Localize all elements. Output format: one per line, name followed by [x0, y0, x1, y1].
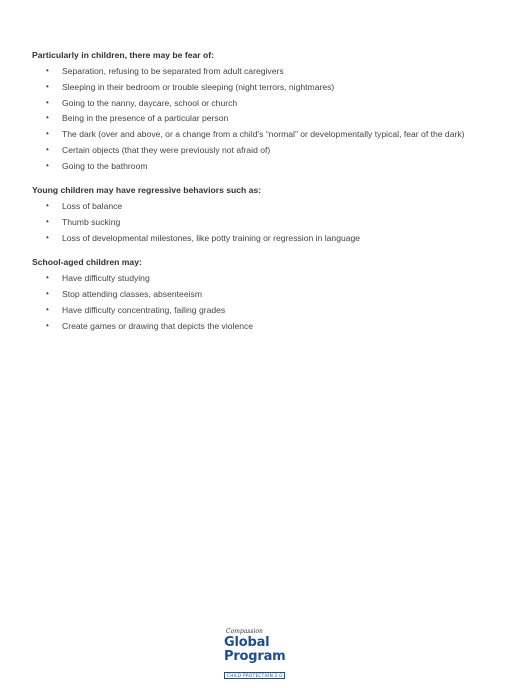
list-item-text: Sleeping in their bedroom or trouble sleeping (night terrors, nightmares) — [62, 81, 335, 92]
bullet-list — [32, 201, 504, 243]
bullet-list — [32, 273, 504, 331]
list-item — [46, 289, 504, 300]
list-item-text: The dark (over and above, or a change from a child’s “normal” or developmentally typical, fear of the dark) — [62, 129, 465, 140]
bullet-icon: • — [46, 81, 49, 91]
section-fears — [32, 50, 504, 171]
list-item — [46, 113, 504, 124]
bullet-icon: • — [46, 320, 49, 330]
list-item-text: Being in the presence of a particular person — [62, 113, 229, 124]
document-body — [32, 50, 504, 345]
list-item — [46, 321, 504, 332]
bullet-icon: • — [46, 273, 49, 283]
section-school-aged — [32, 257, 504, 331]
brand-wordmark: Compassion — [226, 628, 263, 635]
bullet-icon: • — [46, 97, 49, 107]
bullet-icon: • — [46, 304, 49, 314]
list-item — [46, 201, 504, 212]
section-heading: School-aged children may: — [32, 257, 142, 268]
list-item-text: Have difficulty studying — [62, 273, 150, 284]
list-item — [46, 217, 504, 228]
bullet-icon: • — [46, 66, 49, 75]
list-item-text: Going to the bathroom — [62, 160, 148, 171]
list-item — [46, 233, 504, 244]
list-item — [46, 305, 504, 316]
list-item — [46, 129, 504, 140]
list-item — [46, 161, 504, 172]
bullet-icon: • — [46, 129, 49, 139]
brand-subtitle-badge: CHILD PROTECTION 2.0 — [224, 672, 285, 679]
bullet-icon: • — [46, 113, 49, 123]
bullet-icon: • — [46, 144, 49, 154]
list-item-text: Stop attending classes, absenteeism — [62, 289, 202, 300]
list-item — [46, 273, 504, 284]
list-item-text: Going to the nanny, daycare, school or church — [62, 97, 238, 108]
list-item-text: Certain objects (that they were previously not afraid of) — [62, 144, 271, 155]
bullet-icon: • — [46, 289, 49, 299]
bullet-icon: • — [46, 160, 49, 170]
section-regressive-behaviors — [32, 185, 504, 243]
list-item — [46, 98, 504, 109]
section-heading: Young children may have regressive behaviors such as: — [32, 185, 262, 196]
list-item-text: Separation, refusing to be separated from adult caregivers — [62, 66, 284, 76]
list-item-text: Loss of balance — [62, 201, 123, 212]
section-heading: Particularly in children, there may be fear of: — [32, 50, 214, 60]
bullet-icon: • — [46, 201, 49, 211]
list-item-text: Create games or drawing that depicts the violence — [62, 320, 254, 331]
bullet-icon: • — [46, 217, 49, 227]
list-item-text: Loss of developmental milestones, like potty training or regression in language — [62, 232, 361, 243]
list-item-text: Have difficulty concentrating, failing grades — [62, 304, 226, 315]
brand-title: Global Program — [224, 635, 286, 664]
list-item — [46, 66, 504, 77]
list-item-text: Thumb sucking — [62, 217, 121, 228]
list-item — [46, 145, 504, 156]
bullet-icon: • — [46, 232, 49, 242]
bullet-list — [32, 66, 504, 171]
list-item — [46, 82, 504, 93]
compassion-global-program-logo — [224, 628, 324, 682]
